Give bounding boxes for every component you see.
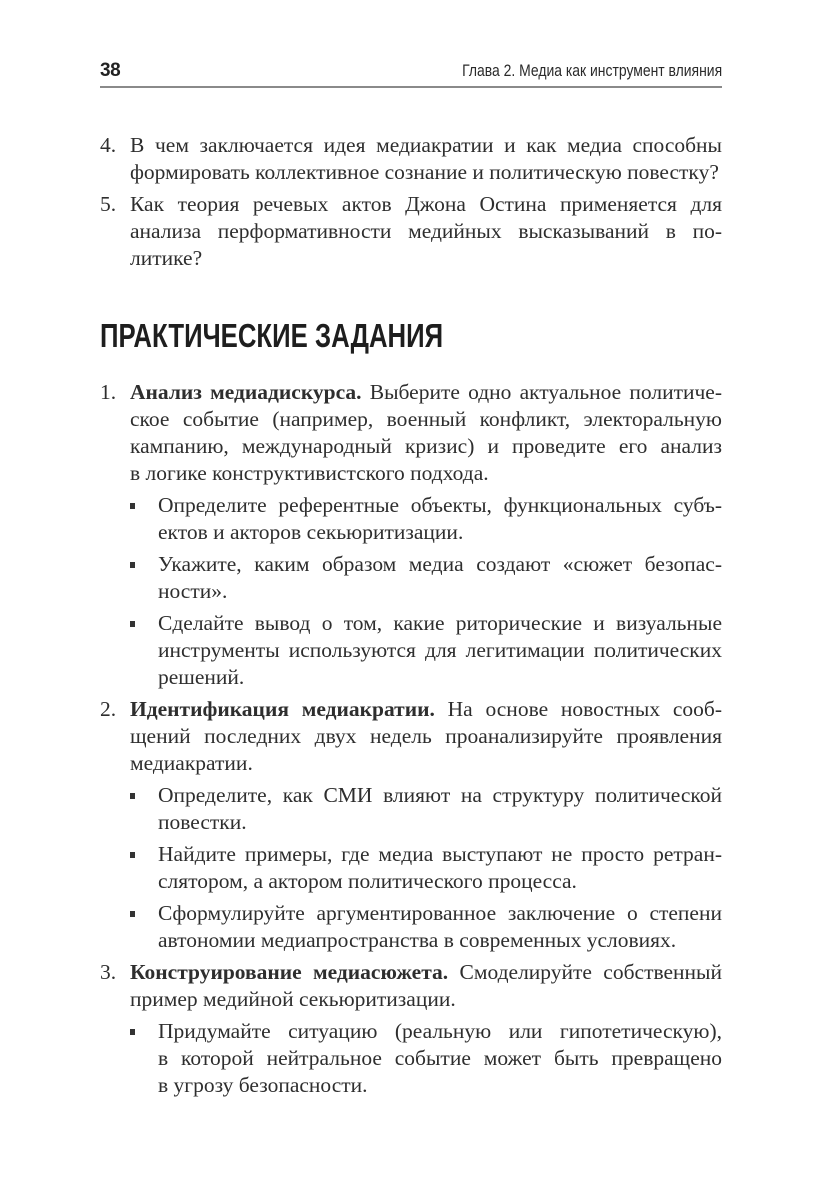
- text-line: [130, 159, 722, 186]
- text-line: [158, 551, 722, 578]
- line-text: Придумайте ситуацию (реальную или гипотетическую),: [158, 1019, 722, 1043]
- text-line: [130, 959, 722, 986]
- bullet-item: [100, 492, 722, 546]
- line-text: кампанию, международный кризис) и проведите его анализ: [130, 434, 722, 458]
- text-line: [130, 723, 722, 750]
- review-questions-list: [100, 132, 722, 272]
- question-item: [100, 191, 722, 272]
- running-title: Глава 2. Медиа как инструмент влияния: [461, 61, 722, 80]
- item-number: 2.: [100, 697, 117, 721]
- square-bullet-icon: [130, 562, 135, 568]
- bullet-item: [100, 841, 722, 895]
- line-text: слятором, а актором политического процесса.: [158, 869, 577, 893]
- line-text: Сделайте вывод о том, какие риторические и визуальные: [158, 611, 722, 635]
- square-bullet-icon: [130, 1029, 135, 1035]
- text-line: [130, 245, 722, 272]
- text-line: [158, 1045, 722, 1072]
- line-text: ектов и акторов секьюритизации.: [158, 520, 464, 544]
- square-bullet-icon: [130, 793, 135, 799]
- task-title: Идентификация медиакратии.: [130, 697, 435, 721]
- line-text: формировать коллективное сознание и политическую повестку?: [130, 160, 719, 184]
- task-title: Конструирование медиасюжета.: [130, 960, 449, 984]
- text-line: [130, 433, 722, 460]
- bullet-item: [100, 900, 722, 954]
- text-line: [158, 782, 722, 809]
- text-line: [130, 986, 722, 1013]
- text-line: [130, 379, 722, 406]
- text-line: [158, 519, 722, 546]
- line-text: анализа перформативности медийных высказываний в по-: [130, 219, 722, 243]
- line-text: в угрозу безопасности.: [158, 1073, 368, 1097]
- line-text: Найдите примеры, где медиа выступают не просто ретран-: [158, 842, 722, 866]
- text-line: [158, 1018, 722, 1045]
- text-line: [158, 841, 722, 868]
- text-line: [130, 696, 722, 723]
- text-line: [130, 218, 722, 245]
- square-bullet-icon: [130, 503, 135, 509]
- task-item: [100, 696, 722, 777]
- text-line: [158, 927, 722, 954]
- page-number: 38: [100, 60, 121, 81]
- text-line: [158, 900, 722, 927]
- item-number: 3.: [100, 960, 117, 984]
- text-line: [158, 868, 722, 895]
- square-bullet-icon: [130, 621, 135, 627]
- line-text: В чем заключается идея медиакратии и как медиа способны: [130, 133, 722, 157]
- line-text: повестки.: [158, 810, 247, 834]
- line-text: ности».: [158, 579, 228, 603]
- line-text: пример медийной секьюритизации.: [130, 987, 456, 1011]
- bullet-item: [100, 1018, 722, 1099]
- item-number: 5.: [100, 192, 117, 216]
- line-text: щений последних двух недель проанализируйте проявления: [130, 724, 722, 748]
- text-line: [158, 664, 722, 691]
- line-text: автономии медиапространства в современных условиях.: [158, 928, 677, 952]
- line-text: На основе новостных сооб-: [434, 697, 722, 721]
- bullet-item: [100, 610, 722, 691]
- square-bullet-icon: [130, 911, 135, 917]
- line-text: инструменты используются для легитимации политических: [158, 638, 722, 662]
- practical-tasks-list: [100, 379, 722, 1099]
- line-text: в логике конструктивистского подхода.: [130, 461, 489, 485]
- line-text: медиакратии.: [130, 751, 253, 775]
- text-line: [158, 637, 722, 664]
- text-line: [158, 1072, 722, 1099]
- line-text: Как теория речевых актов Джона Остина применяется для: [130, 192, 722, 216]
- line-text: ское событие (например, военный конфликт, электоральную: [130, 407, 722, 431]
- line-text: Определите, как СМИ влияют на структуру политической: [158, 783, 722, 807]
- square-bullet-icon: [130, 852, 135, 858]
- text-line: [158, 809, 722, 836]
- text-line: [130, 460, 722, 487]
- bullet-item: [100, 782, 722, 836]
- line-text: Определите референтные объекты, функциональных субъ-: [158, 493, 722, 517]
- task-item: [100, 379, 722, 487]
- line-text: решений.: [158, 665, 245, 689]
- running-header: [100, 60, 722, 88]
- line-text: Выберите одно актуальное политиче-: [361, 380, 722, 404]
- question-item: [100, 132, 722, 186]
- line-text: Смоделируйте собственный: [448, 960, 722, 984]
- text-line: [130, 750, 722, 777]
- page-body: [100, 132, 722, 1099]
- item-number: 4.: [100, 133, 117, 157]
- text-line: [158, 492, 722, 519]
- bullet-item: [100, 551, 722, 605]
- text-line: [158, 610, 722, 637]
- section-heading: ПРАКТИЧЕСКИЕ ЗАДАНИЯ: [100, 317, 444, 354]
- text-line: [130, 406, 722, 433]
- line-text: литике?: [130, 246, 203, 270]
- line-text: в которой нейтральное событие может быть превращено: [158, 1046, 722, 1070]
- line-text: Сформулируйте аргументированное заключение о степени: [158, 901, 722, 925]
- task-title: Анализ медиадискурса.: [130, 380, 362, 404]
- text-line: [158, 578, 722, 605]
- task-item: [100, 959, 722, 1013]
- text-line: [130, 132, 722, 159]
- item-number: 1.: [100, 380, 117, 404]
- line-text: Укажите, каким образом медиа создают «сюжет безопас-: [158, 552, 722, 576]
- text-line: [130, 191, 722, 218]
